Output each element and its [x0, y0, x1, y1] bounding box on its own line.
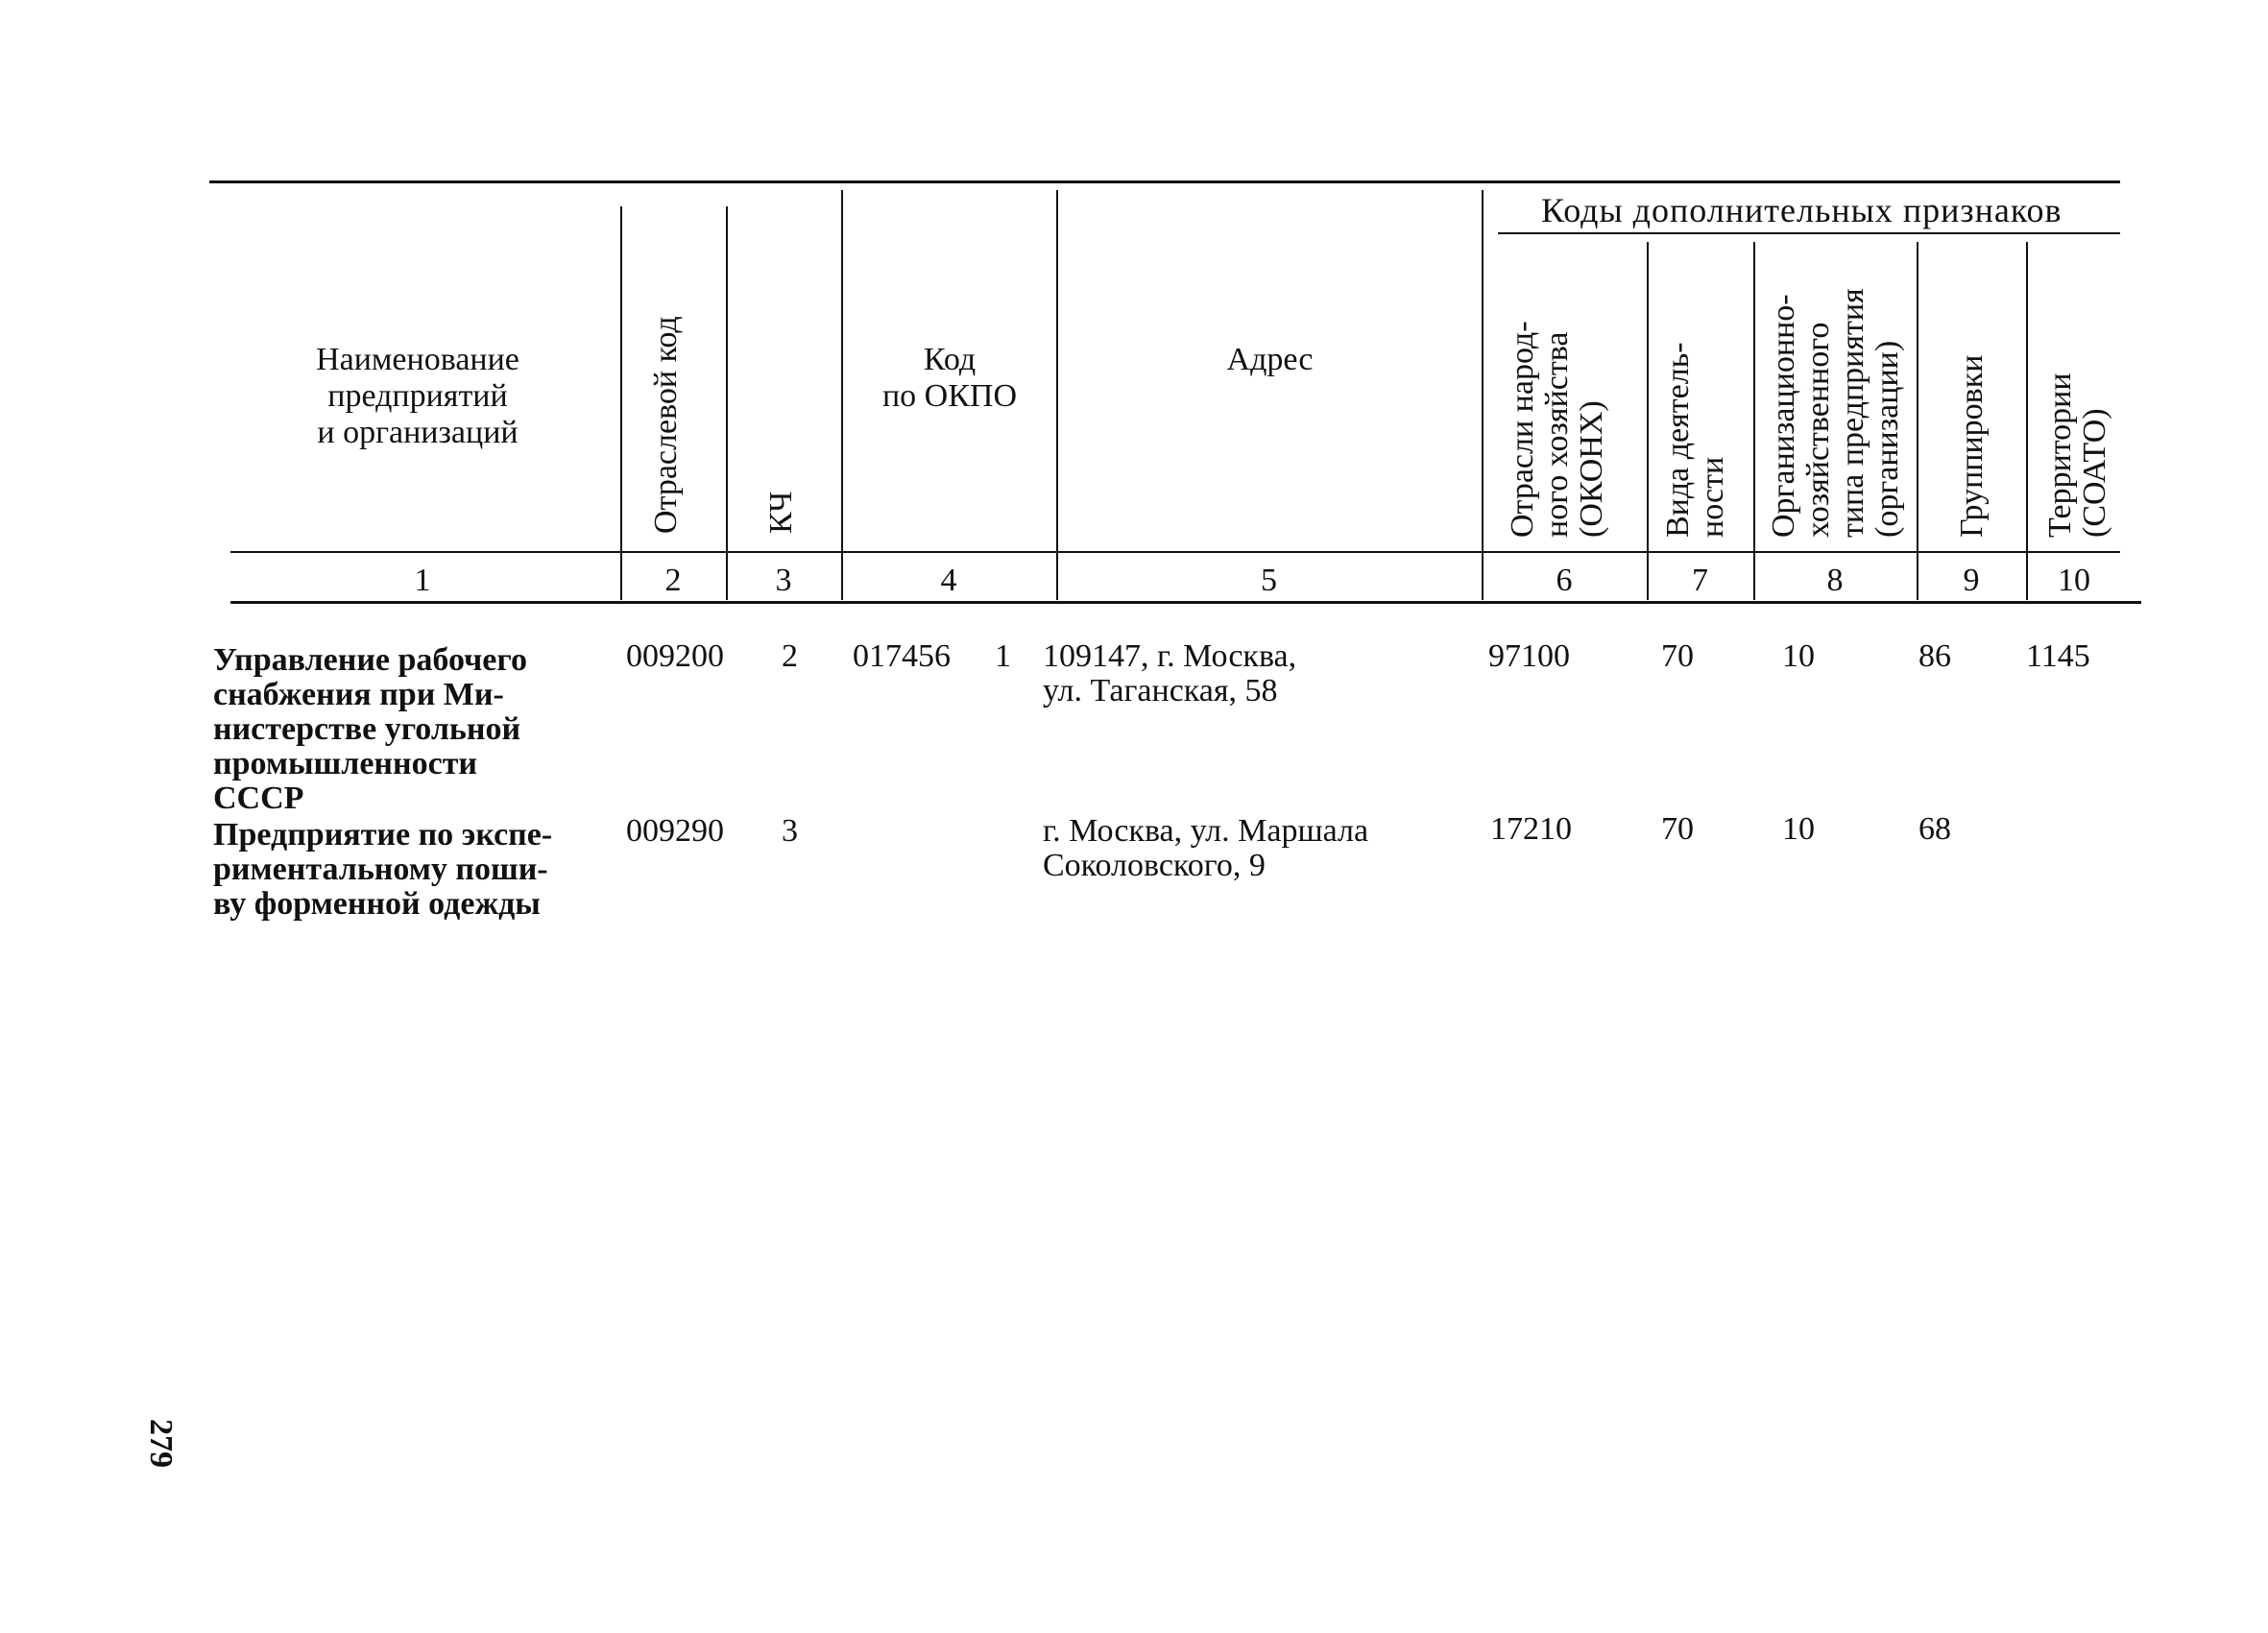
row-2-name-line-1: Предприятие по экспе- [213, 817, 553, 853]
header-address: Адрес [1226, 342, 1314, 377]
header-territory-line-2: (СОАТО) [2077, 408, 2112, 538]
row-1-address-line-2: ул. Таганская, 58 [1043, 673, 1278, 708]
row-1-name-line-3: нистерстве угольной [213, 711, 521, 747]
header-okpo-line-2: по ОКПО [881, 378, 1018, 414]
row-1-okonh: 97100 [1488, 638, 1570, 674]
row-2-kch: 3 [782, 813, 798, 849]
row-1-address-line-1: 109147, г. Москва, [1043, 638, 1297, 674]
row-1-branch-code: 009200 [626, 638, 724, 674]
row-1-name-line-2: снабжения при Ми- [213, 677, 504, 712]
row-1-name-line-4: промышленности [213, 746, 477, 781]
header-okonh-line-3: (ОКОНХ) [1574, 400, 1609, 538]
group-header-rule [1498, 232, 2120, 234]
col-number-3: 3 [775, 563, 792, 598]
col-number-9: 9 [1963, 563, 1980, 598]
header-name-line-2: предприятий [327, 378, 508, 414]
row-1-org-type: 10 [1782, 638, 1815, 674]
column-numbers-rule [230, 601, 2141, 604]
header-bottom-rule [230, 551, 2120, 553]
page-number: 279 [143, 1419, 179, 1468]
col-sep-3 [841, 190, 843, 600]
col-number-7: 7 [1692, 563, 1708, 598]
header-okpo-line-1: Код [923, 342, 977, 377]
row-1-territory: 1145 [2026, 638, 2090, 674]
row-2-branch-code: 009290 [626, 813, 724, 849]
row-2-name-line-2: риментальному поши- [213, 852, 548, 887]
col-sep-1 [620, 206, 622, 600]
header-org-type [1767, 288, 1905, 538]
row-2-address-line-2: Соколовского, 9 [1043, 848, 1266, 883]
header-okpo [851, 342, 1049, 415]
header-activity-line-1: Вида деятель- [1660, 342, 1696, 538]
row-2-okonh: 17210 [1490, 811, 1572, 847]
row-2-address [1043, 814, 1484, 883]
col-sep-8 [1917, 242, 1918, 600]
header-org-type-line-3: типа предприятия [1835, 288, 1870, 538]
col-number-2: 2 [664, 563, 682, 598]
header-name [259, 342, 576, 451]
row-2-grouping: 68 [1918, 811, 1951, 847]
col-number-10: 10 [2058, 563, 2090, 598]
col-number-8: 8 [1826, 563, 1844, 598]
row-2-name [213, 818, 616, 922]
header-activity [1661, 342, 1730, 538]
table-top-rule [209, 180, 2120, 183]
header-okonh-line-1: Отрасли народ- [1505, 321, 1540, 538]
col-number-4: 4 [940, 563, 957, 598]
group-header: Коды дополнительных признаков [1541, 191, 2063, 229]
header-name-line-3: и организаций [317, 415, 519, 450]
row-2-address-line-1: г. Москва, ул. Маршала [1043, 813, 1369, 849]
col-number-5: 5 [1261, 563, 1277, 598]
col-sep-5 [1482, 190, 1484, 600]
row-1-okpo: 017456 [853, 638, 951, 674]
header-territory-line-1: Территории [2042, 372, 2078, 538]
row-2-activity: 70 [1661, 811, 1694, 847]
col-sep-6 [1647, 242, 1649, 600]
row-2-org-type: 10 [1782, 811, 1815, 847]
header-org-type-line-4: (организации) [1870, 340, 1905, 538]
row-1-activity: 70 [1661, 638, 1694, 674]
header-territory [2043, 372, 2112, 538]
header-kch: КЧ [763, 491, 799, 534]
header-name-line-1: Наименование [316, 342, 519, 377]
row-1-okpo-check: 1 [995, 638, 1011, 674]
col-sep-9 [2026, 242, 2028, 600]
row-2-name-line-3: ву форменной одежды [213, 886, 541, 922]
row-1-address [1043, 639, 1475, 708]
header-okonh [1506, 321, 1609, 538]
col-number-6: 6 [1556, 563, 1573, 598]
header-okonh-line-2: ного хозяйства [1539, 331, 1575, 538]
col-sep-4 [1056, 190, 1058, 600]
row-1-name-line-5: СССР [213, 780, 304, 816]
col-number-1: 1 [414, 563, 431, 598]
header-org-type-line-2: хозяйственного [1800, 322, 1836, 538]
row-1-kch: 2 [782, 638, 798, 674]
header-grouping: Группировки [1954, 354, 1990, 538]
col-sep-2 [726, 206, 728, 600]
row-1-name-line-1: Управление рабочего [213, 642, 527, 678]
header-branch-code: Отраслевой код [648, 316, 684, 534]
col-sep-7 [1753, 242, 1755, 600]
row-1-grouping: 86 [1918, 638, 1951, 674]
header-org-type-line-1: Организационно- [1766, 294, 1801, 538]
row-1-name [213, 643, 616, 816]
header-activity-line-2: ности [1695, 456, 1730, 538]
